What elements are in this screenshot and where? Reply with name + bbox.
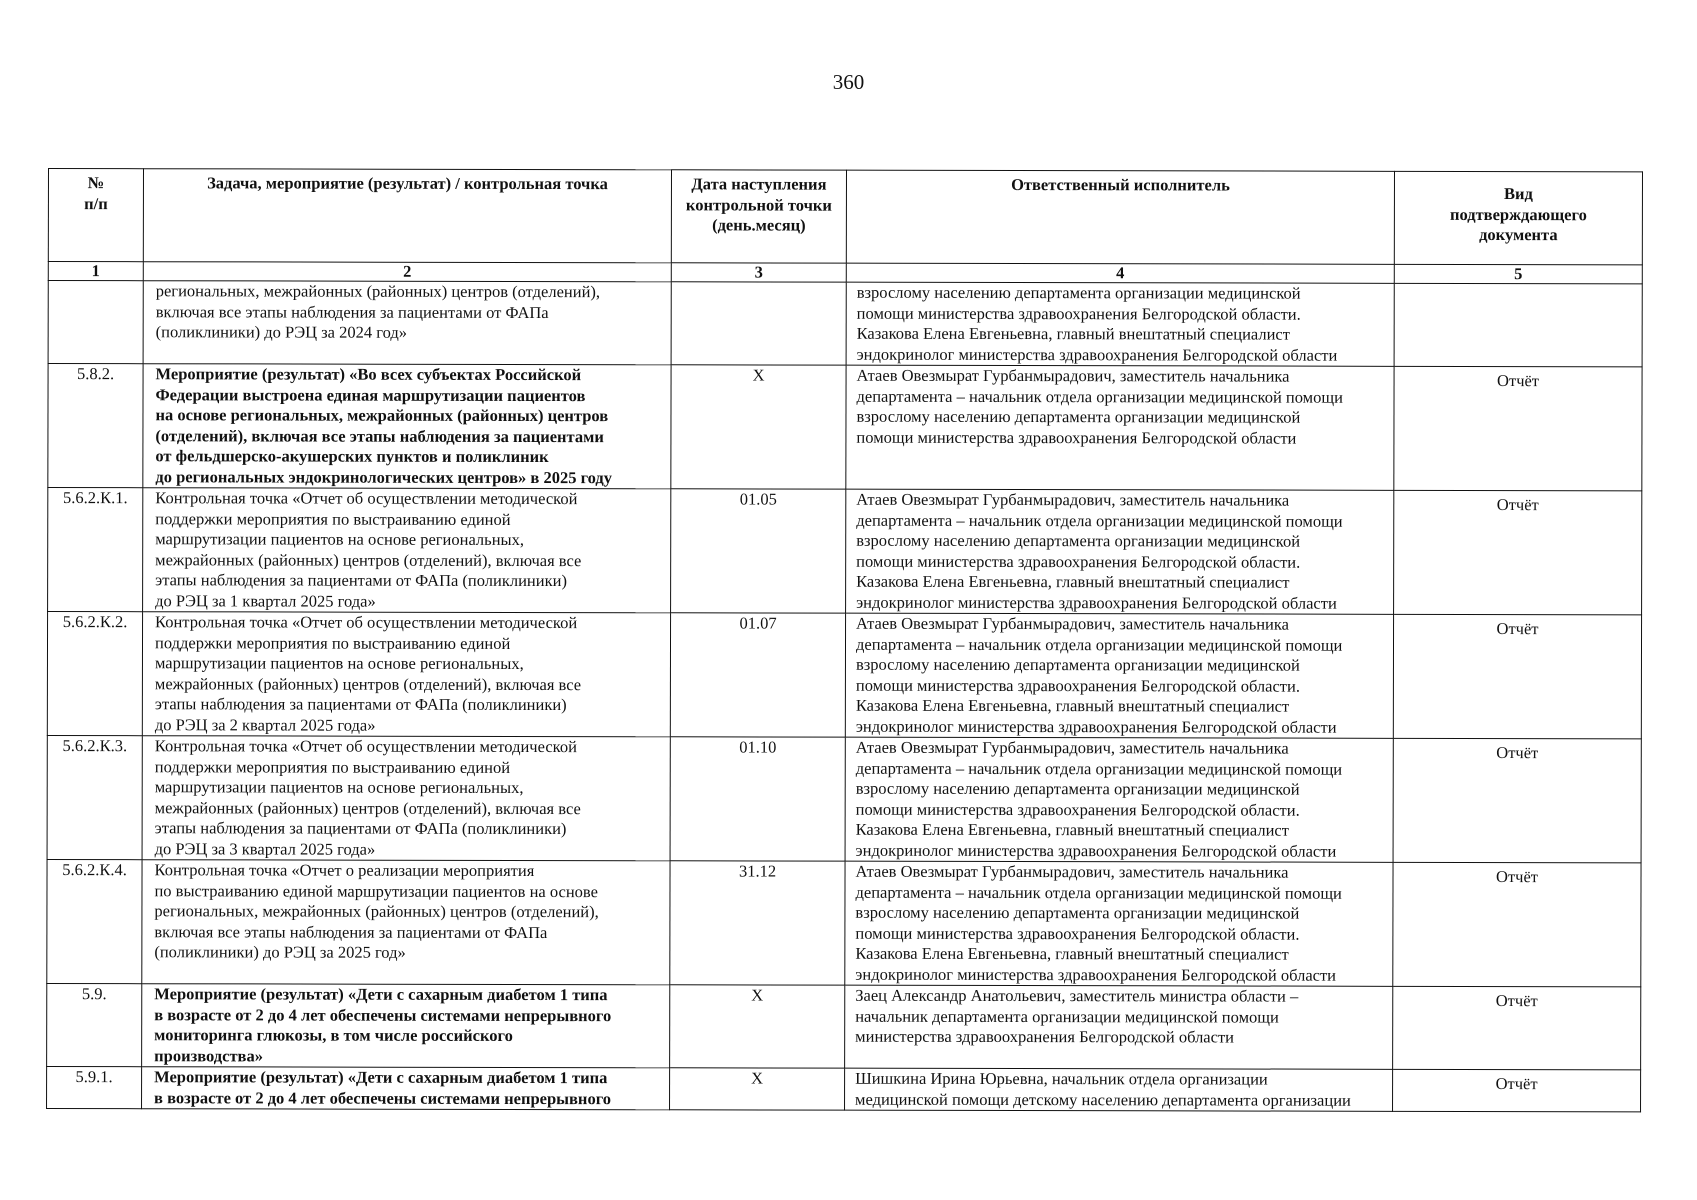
task-line: Контрольная точка «Отчет об осуществлении методической [154,736,577,757]
task-line: маршрутизации пациентов на основе региональных, [155,529,525,549]
row-responsible [845,861,1393,986]
task-line: производства» [154,1045,264,1065]
task-line: межрайонных (районных) центров (отделений), включая все [154,797,581,818]
task-line: этапы наблюдения за пациентами от ФАПа (поликлиники) [155,570,567,591]
task-line: до РЭЦ за 2 квартал 2025 года» [154,714,376,735]
responsible-line: Атаев Овезмырат Гурбанмырадович, заместитель начальника [856,365,1290,386]
task-line: (поликлиники) до РЭЦ за 2024 год» [155,322,408,342]
table-row [47,1066,1641,1111]
task-line: в возрасте от 2 до 4 лет обеспечены системами непрерывного [154,1004,612,1025]
responsible-line: департамента – начальник отдела организации медицинской помощи [855,758,1343,779]
row-task [143,488,671,613]
responsible-line: взрослому населению департамента организации медицинской [856,406,1301,427]
responsible-line: Казакова Елена Евгеньевна, главный внештатный специалист [856,571,1290,592]
column-number: 1 [48,262,143,281]
task-line: поддержки мероприятия по выстраиванию единой [154,632,511,653]
row-number: 5.6.2.К.4. [47,859,142,983]
task-line: мониторинга глюкозы, в том числе российского [154,1025,513,1045]
header-date: Дата наступления контрольной точки (день.месяц) [671,170,846,263]
row-responsible [846,282,1394,366]
responsible-line: Казакова Елена Евгеньевна, главный внештатный специалист [855,819,1289,840]
row-number: 5.8.2. [48,364,143,488]
row-document-type: Отчёт [1393,986,1641,1070]
task-line: на основе региональных, межрайонных (районных) центров [155,405,609,426]
task-line: включая все этапы наблюдения за пациентами от ФАПа [155,301,549,322]
row-date: X [670,985,845,1068]
responsible-line: взрослому населению департамента организации медицинской [855,778,1300,799]
row-document-type [1394,283,1642,367]
row-number: 5.6.2.К.2. [47,612,142,736]
responsible-line: эндокринолог министерства здравоохранения Белгородской области [856,592,1337,613]
task-line: поддержки мероприятия по выстраиванию единой [155,508,511,529]
row-number: 5.6.2.К.1. [48,488,143,612]
task-line: Мероприятие (результат) «Дети с сахарным диабетом 1 типа [154,984,608,1005]
header-responsible: Ответственный исполнитель [846,170,1394,264]
task-line: Контрольная точка «Отчет об осуществлении методической [155,612,578,633]
row-date: X [671,365,846,489]
task-line: маршрутизации пациентов на основе региональных, [154,653,524,673]
task-line: включая все этапы наблюдения за пациентами от ФАПа [154,921,548,942]
task-line: маршрутизации пациентов на основе региональных, [154,777,524,797]
row-date: 01.07 [670,613,845,737]
responsible-line: взрослому населению департамента организации медицинской [856,282,1301,303]
row-number: 5.9.1. [47,1066,142,1108]
task-line: до региональных эндокринологических центров» в 2025 году [155,466,613,487]
responsible-line: Атаев Овезмырат Гурбанмырадович, заместитель начальника [856,489,1290,510]
task-line: этапы наблюдения за пациентами от ФАПа (поликлиники) [154,694,567,715]
row-document-type: Отчёт [1393,614,1641,739]
row-responsible [845,613,1393,738]
header-task: Задача, мероприятие (результат) / контрольная точка [143,169,671,263]
row-task [143,281,671,365]
task-line: по выстраиванию единой маршрутизации пациентов на основе [154,880,598,901]
table-row [47,859,1641,986]
task-line: до РЭЦ за 1 квартал 2025 года» [155,590,376,611]
row-task [142,736,670,861]
row-responsible [845,1068,1393,1111]
table-row [47,612,1641,739]
responsible-line: помощи министерства здравоохранения Белгородской области. [856,551,1301,572]
responsible-line: эндокринолог министерства здравоохранения Белгородской области [855,840,1337,861]
responsible-line: Атаев Овезмырат Гурбанмырадович, заместитель начальника [855,737,1289,758]
responsible-line: департамента – начальник отдела организации медицинской помощи [855,882,1342,903]
control-points-table [46,168,1643,1112]
header-document: Вид подтверждающего документа [1394,171,1642,265]
row-number [48,281,143,364]
responsible-line: взрослому населению департамента организации медицинской [855,902,1300,923]
task-line: Контрольная точка «Отчет об осуществлении методической [155,488,578,509]
row-responsible [846,365,1394,490]
responsible-line: департамента – начальник отдела организации медицинской помощи [856,386,1343,407]
row-date [671,282,846,365]
task-line: Контрольная точка «Отчет о реализации мероприятия [154,860,535,881]
row-document-type: Отчёт [1393,738,1641,863]
row-task [142,612,670,737]
responsible-line: Казакова Елена Евгеньевна, главный внештатный специалист [856,323,1291,344]
table-body [47,281,1643,1112]
row-task [143,364,671,489]
table-row [47,735,1641,862]
task-line: до РЭЦ за 3 квартал 2025 года» [154,838,376,859]
row-document-type: Отчёт [1393,862,1641,987]
row-document-type: Отчёт [1393,1069,1641,1112]
column-number: 5 [1394,264,1642,284]
row-date: 01.05 [671,489,846,613]
responsible-line: взрослому населению департамента организации медицинской [855,654,1300,675]
responsible-line: эндокринолог министерства здравоохранения Белгородской области [856,344,1338,365]
task-line: межрайонных (районных) центров (отделений), включая все [155,549,582,570]
responsible-line: Казакова Елена Евгеньевна, главный внештатный специалист [855,943,1289,964]
row-number: 5.9. [47,983,142,1066]
header-num: № п/п [48,169,143,262]
row-responsible [846,489,1394,614]
task-line: региональных, межрайонных (районных) центров (отделений), [155,281,601,302]
task-line: Федерации выстроена единая маршрутизации пациентов [155,384,586,405]
row-task [142,860,670,985]
table-row [48,364,1642,491]
row-date: 01.10 [670,737,845,861]
responsible-line: помощи министерства здравоохранения Белгородской области. [855,799,1300,820]
row-responsible [845,985,1393,1069]
table-header-row [48,169,1642,265]
responsible-line: Заец Александр Анатольевич, заместитель министра области – [855,985,1299,1006]
responsible-line: Атаев Овезмырат Гурбанмырадович, заместитель начальника [856,613,1290,634]
row-document-type: Отчёт [1394,366,1642,491]
task-line: (отделений), включая все этапы наблюдения за пациентами [155,425,604,446]
task-line: в возрасте от 2 до 4 лет обеспечены системами непрерывного [154,1087,612,1108]
row-date: 31.12 [670,861,845,985]
responsible-line: Казакова Елена Евгеньевна, главный внештатный специалист [855,695,1290,716]
table-row [47,983,1641,1069]
task-line: межрайонных (районных) центров (отделений), включая все [154,673,582,694]
task-line: этапы наблюдения за пациентами от ФАПа (поликлиники) [154,818,567,839]
responsible-line: помощи министерства здравоохранения Белгородской области. [855,675,1301,696]
responsible-line: Атаев Овезмырат Гурбанмырадович, заместитель начальника [855,861,1289,882]
row-document-type: Отчёт [1394,490,1642,615]
schedule-table-wrap [46,168,1642,1112]
responsible-line: медицинской помощи детскому населению департамента организации [855,1089,1351,1110]
responsible-line: помощи министерства здравоохранения Белгородской области. [855,923,1300,944]
row-task [142,1067,670,1110]
table-row [48,281,1642,367]
column-number: 2 [143,262,671,282]
table-row [48,488,1642,615]
row-task [142,984,670,1068]
column-number: 4 [846,263,1394,283]
task-line: Мероприятие (результат) «Во всех субъектах Российской [155,364,582,385]
task-line: (поликлиники) до РЭЦ за 2025 год» [154,942,406,962]
row-responsible [845,737,1393,862]
page-number: 360 [832,70,865,94]
row-date: X [670,1068,845,1110]
responsible-line: помощи министерства здравоохранения Белгородской области. [856,303,1301,324]
row-number: 5.6.2.К.3. [47,735,142,859]
task-line: региональных, межрайонных (районных) центров (отделений), [154,901,599,922]
responsible-line: взрослому населению департамента организации медицинской [856,530,1301,551]
responsible-line: эндокринолог министерства здравоохранения Белгородской области [855,964,1337,985]
task-line: от фельдшерско-акушерских пунктов и поликлиник [155,446,549,467]
task-line: Мероприятие (результат) «Дети с сахарным диабетом 1 типа [154,1067,608,1088]
responsible-line: департамента – начальник отдела организации медицинской помощи [856,510,1343,531]
responsible-line: начальник департамента организации медицинской помощи [855,1006,1279,1027]
responsible-line: департамента – начальник отдела организации медицинской помощи [855,634,1343,655]
responsible-line: эндокринолог министерства здравоохранения Белгородской области [855,716,1337,737]
task-line: поддержки мероприятия по выстраиванию единой [154,756,511,777]
column-number: 3 [671,263,846,282]
responsible-line: Шишкина Ирина Юрьевна, начальник отдела организации [855,1068,1268,1089]
responsible-line: помощи министерства здравоохранения Белгородской области [856,427,1297,448]
responsible-line: министерства здравоохранения Белгородской области [855,1026,1235,1047]
